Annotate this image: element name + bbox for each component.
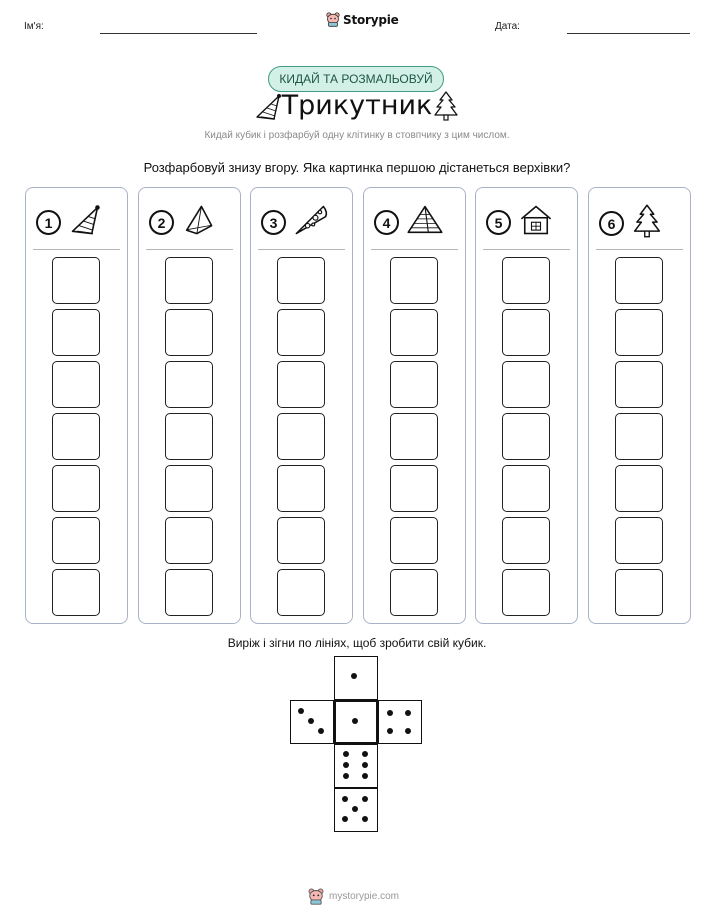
column-number: 5 <box>486 210 511 235</box>
color-cell[interactable] <box>165 465 213 512</box>
column-header <box>149 203 215 242</box>
color-cell[interactable] <box>277 517 325 564</box>
instruction: Розфарбовуй знизу вгору. Яка картинка першою дістанеться верхівки? <box>143 160 571 175</box>
column-3 <box>250 187 353 624</box>
color-cell[interactable] <box>165 257 213 304</box>
color-cell[interactable] <box>165 569 213 616</box>
color-cell[interactable] <box>52 569 100 616</box>
color-cell[interactable] <box>502 309 550 356</box>
color-cell[interactable] <box>502 257 550 304</box>
pine-tree-icon <box>432 90 460 122</box>
color-cell[interactable] <box>390 361 438 408</box>
color-cell[interactable] <box>277 309 325 356</box>
column-number: 6 <box>599 211 624 236</box>
pip <box>343 762 349 768</box>
color-cell[interactable] <box>390 465 438 512</box>
pip <box>362 796 368 802</box>
dice-face-5 <box>334 788 378 832</box>
dice-face-3 <box>290 700 334 744</box>
color-cell[interactable] <box>502 465 550 512</box>
color-cell[interactable] <box>277 413 325 460</box>
color-cell[interactable] <box>615 309 663 356</box>
pip <box>362 762 368 768</box>
dice-face-1b <box>334 700 378 744</box>
footer <box>308 888 399 905</box>
footer-url: mystorypie.com <box>329 891 400 902</box>
pyramid-icon <box>406 203 444 242</box>
storypie-logo <box>326 12 399 27</box>
pip <box>343 751 349 757</box>
pip <box>298 708 304 714</box>
color-cell[interactable] <box>165 309 213 356</box>
color-cell[interactable] <box>390 569 438 616</box>
house-icon <box>518 203 554 242</box>
pip <box>362 773 368 779</box>
title-area <box>0 90 714 121</box>
color-cell[interactable] <box>615 257 663 304</box>
color-cell[interactable] <box>165 517 213 564</box>
color-cell[interactable] <box>615 413 663 460</box>
column-divider <box>483 249 570 250</box>
pip <box>343 773 349 779</box>
dice-face-1 <box>334 656 378 700</box>
column-divider <box>371 249 458 250</box>
column-header <box>36 203 102 242</box>
column-5 <box>475 187 578 624</box>
pip <box>342 796 348 802</box>
color-cell[interactable] <box>277 569 325 616</box>
name-label: Ім'я: <box>24 21 44 32</box>
harp-icon <box>253 92 283 122</box>
column-number: 1 <box>36 210 61 235</box>
activity-badge: КИДАЙ ТА РОЗМАЛЬОВУЙ <box>268 66 444 92</box>
column-number: 2 <box>149 210 174 235</box>
bear-mascot-icon <box>308 888 324 905</box>
color-cell[interactable] <box>165 413 213 460</box>
column-divider <box>596 249 683 250</box>
column-divider <box>146 249 233 250</box>
color-cell[interactable] <box>615 361 663 408</box>
page-title: Трикутник <box>281 90 433 121</box>
pip <box>352 806 358 812</box>
pip <box>351 673 357 679</box>
column-divider <box>33 249 120 250</box>
column-header <box>599 203 663 244</box>
column-4 <box>363 187 466 624</box>
color-cell[interactable] <box>52 257 100 304</box>
name-line[interactable] <box>100 33 257 34</box>
pip <box>352 718 358 724</box>
folded-napkin-icon <box>181 203 215 242</box>
pip <box>362 816 368 822</box>
pip <box>342 816 348 822</box>
column-number: 4 <box>374 210 399 235</box>
color-cell[interactable] <box>615 517 663 564</box>
color-cell[interactable] <box>52 309 100 356</box>
column-number: 3 <box>261 210 286 235</box>
color-cell[interactable] <box>390 517 438 564</box>
subtitle: Кидай кубик і розфарбуй одну клітинку в стовпчику з цим числом. <box>204 130 510 141</box>
date-label: Дата: <box>495 21 520 32</box>
pip <box>318 728 324 734</box>
color-cell[interactable] <box>52 465 100 512</box>
color-cell[interactable] <box>52 361 100 408</box>
harp-icon <box>68 203 102 242</box>
cut-instruction: Виріж і зігни по лініях, щоб зробити свій кубик. <box>227 636 487 650</box>
pip <box>387 728 393 734</box>
dice-face-4 <box>378 700 422 744</box>
pip <box>405 728 411 734</box>
color-cell[interactable] <box>502 517 550 564</box>
color-cell[interactable] <box>390 257 438 304</box>
column-header <box>374 203 444 242</box>
color-cell[interactable] <box>502 413 550 460</box>
color-cell[interactable] <box>390 309 438 356</box>
pip <box>362 751 368 757</box>
color-cell[interactable] <box>52 413 100 460</box>
color-cell[interactable] <box>165 361 213 408</box>
color-cell[interactable] <box>502 569 550 616</box>
color-cell[interactable] <box>52 517 100 564</box>
column-2 <box>138 187 241 624</box>
color-cell[interactable] <box>277 465 325 512</box>
pip <box>387 710 393 716</box>
column-header <box>261 203 329 242</box>
color-cell[interactable] <box>390 413 438 460</box>
color-cell[interactable] <box>615 465 663 512</box>
pine-tree-icon <box>631 203 663 244</box>
pip <box>405 710 411 716</box>
color-cell[interactable] <box>277 361 325 408</box>
color-cell[interactable] <box>277 257 325 304</box>
column-6 <box>588 187 691 624</box>
pip <box>308 718 314 724</box>
bear-mascot-icon <box>326 12 340 27</box>
color-cell[interactable] <box>615 569 663 616</box>
dice-face-6 <box>334 744 378 788</box>
column-header <box>486 203 554 242</box>
brand-name: Storypie <box>343 12 399 27</box>
pizza-slice-icon <box>293 203 329 242</box>
column-divider <box>258 249 345 250</box>
date-line[interactable] <box>567 33 690 34</box>
column-1 <box>25 187 128 624</box>
color-cell[interactable] <box>502 361 550 408</box>
